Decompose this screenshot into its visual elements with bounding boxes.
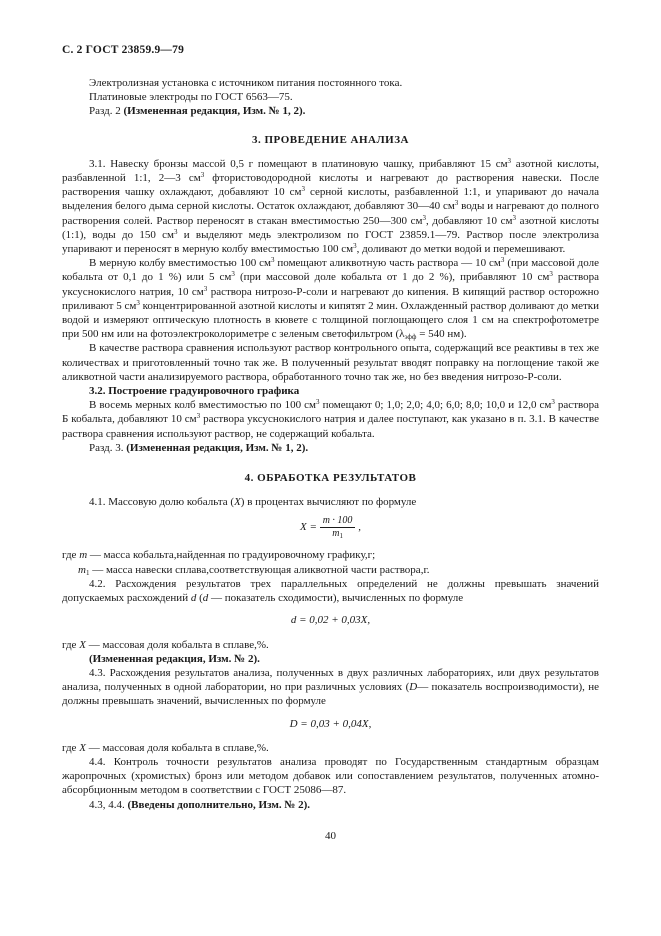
para-3-1-reference: В качестве раствора сравнения используют раствор контрольного опыта, содержащий все реактивы в тех же количествах и приготовленный точно так же. В полученный результат вводят поправку на поглощение такой же аликвотной части анализируемого раствора, обработанного точно так же, но без введения нитрозо-Р-соли. (62, 342, 599, 383)
para-3-1-aliquot: В мерную колбу вместимостью 100 $см^3$ помещают аликвотную часть раствора — 10 $см^3$ (при массовой доле кобальта от 0,1 до 1 %) или 5 $см^3$ (при массовой доле кобальта от 1 до 2 %), прибавляют 10 $см^3$ раствора уксуснокислого натрия, 10 $см^3$ раствора нитрозо-Р-соли и нагревают до кипения. В кипящий раствор осторожно приливают 5 $см^3$ концентрированной азотной кислоты и кипятят 2 мин. Охлажденный раствор доливают до метки водой и измеряют оптическую плотность в кювете с толщиной поглощающего слоя 1 см на спектрофотометре при 500 нм или на фотоэлектроколориметре с зеленым светофильтром ($\lambda_{эфф} = 540$ нм). (62, 256, 599, 342)
para-3-2-body: В восемь мерных колб вместимостью по 100 $см^3$ помещают 0; 1,0; 2,0; 4,0; 6,0; 8,0; 10,0 и 12,0 $см^3$ раствора Б кобальта, добавляют 10 $см^3$ раствора уксуснокислого натрия и далее поступают, как указано в п. 3.1. В качестве раствора сравнения используют раствор, не содержащий кобальта. (62, 398, 600, 440)
para-4-3: 4.3. Расхождения результатов анализа, полученных в двух различных лабораториях, или двух результатов анализа, полученных в одной лаборатории, но при различных условиях (D— показатель воспроизводимости), не должны превышать значений, вычисленных по формуле (62, 666, 599, 708)
para-4-4: 4.4. Контроль точности результатов анализа проводят по Государственным стандартным образцам жаропрочных (хромистых) бронз или методом добавок или сопоставлением результатов, полученных атомно-абсорбционным методом в соответствии с ГОСТ 25086—87. (62, 755, 599, 797)
intro-line-1: Электролизная установка с источником питания постоянного тока. (89, 77, 403, 89)
section-3-amendment: Разд. 3. (Измененная редакция, Изм. № 1, 2). (89, 441, 309, 454)
formula-cobalt-fraction: X = $\frac{m \cdot 100}{m_1}$ , (300, 515, 361, 541)
formula-reproducibility: D = 0,03 + 0,04X, (289, 717, 372, 730)
para-3-2-heading: 3.2. Построение градуировочного графика (89, 385, 300, 398)
document-body (62, 76, 599, 812)
intro-line-2: Платиновые электроды по ГОСТ 6563—75. (89, 91, 293, 104)
formula-repeatability: d = 0,02 + 0,03X, (290, 614, 371, 627)
para-4-1: 4.1. Массовую долю кобальта (X) в процентах вычисляют по формуле (89, 496, 417, 509)
para-4-2: 4.2. Расхождения результатов трех параллельных определений не должны превышать значений допускаемых расхождений d (d — показатель сходимости), вычисленных по формуле (62, 577, 599, 605)
page-number: 40 (325, 830, 336, 842)
section-3-title: 3. ПРОВЕДЕНИЕ АНАЛИЗА (252, 133, 409, 146)
fraction: $\frac{m \cdot 100}{m_1}$ (320, 515, 356, 540)
section-4-title: 4. ОБРАБОТКА РЕЗУЛЬТАТОВ (244, 472, 417, 485)
intro-block (62, 76, 599, 119)
where-m1: $m_1$ — масса навески сплава,соответствующая аликвотной части раствора,г. (78, 563, 430, 577)
where-x-2: где X — массовая доля кобальта в сплаве,%. (62, 741, 269, 754)
where-m: где m — масса кобальта,найденная по градуировочному графику,г; (62, 549, 376, 562)
page-header: С. 2 ГОСТ 23859.9—79 (62, 44, 185, 56)
para-3-1: 3.1. Навеску бронзы массой 0,5 г помещают в платиновую чашку, прибавляют 15 $см^3$ азотной кислоты, разбавленной 1:1, 2—3 $см^3$ фтористоводородной кислоты и нагревают до растворения навески. После растворения чашку охлаждают, добавляют 10 $см^3$ серной кислоты, разбавленной 1:1, и упаривают до начала выделения белого дыма серной кислоты. Остаток охлаждают, добавляют 30—40 $см^3$ воды и нагревают до полного растворения солей. Раствор переносят в стакан вместимостью 250—300 $см^3$, добавляют 10 $см^3$ азотной кислоты (1:1), воды до 150 $см^3$ и выделяют медь электролизом по ГОСТ 23859.1—79. Раствор после электролиза упаривают и переносят в мерную колбу вместимостью 100 $см^3$, доливают до метки водой и перемешивают. (62, 156, 599, 256)
amendment-4-3-4-4: 4.3, 4.4. (Введены дополнительно, Изм. № 2). (89, 798, 311, 811)
amendment-4-2: (Измененная редакция, Изм. № 2). (89, 652, 260, 665)
intro-line-3: Разд. 2 (Измененная редакция, Изм. № 1, 2). (89, 105, 306, 118)
where-x-1: где X — массовая доля кобальта в сплаве,%. (62, 638, 269, 651)
